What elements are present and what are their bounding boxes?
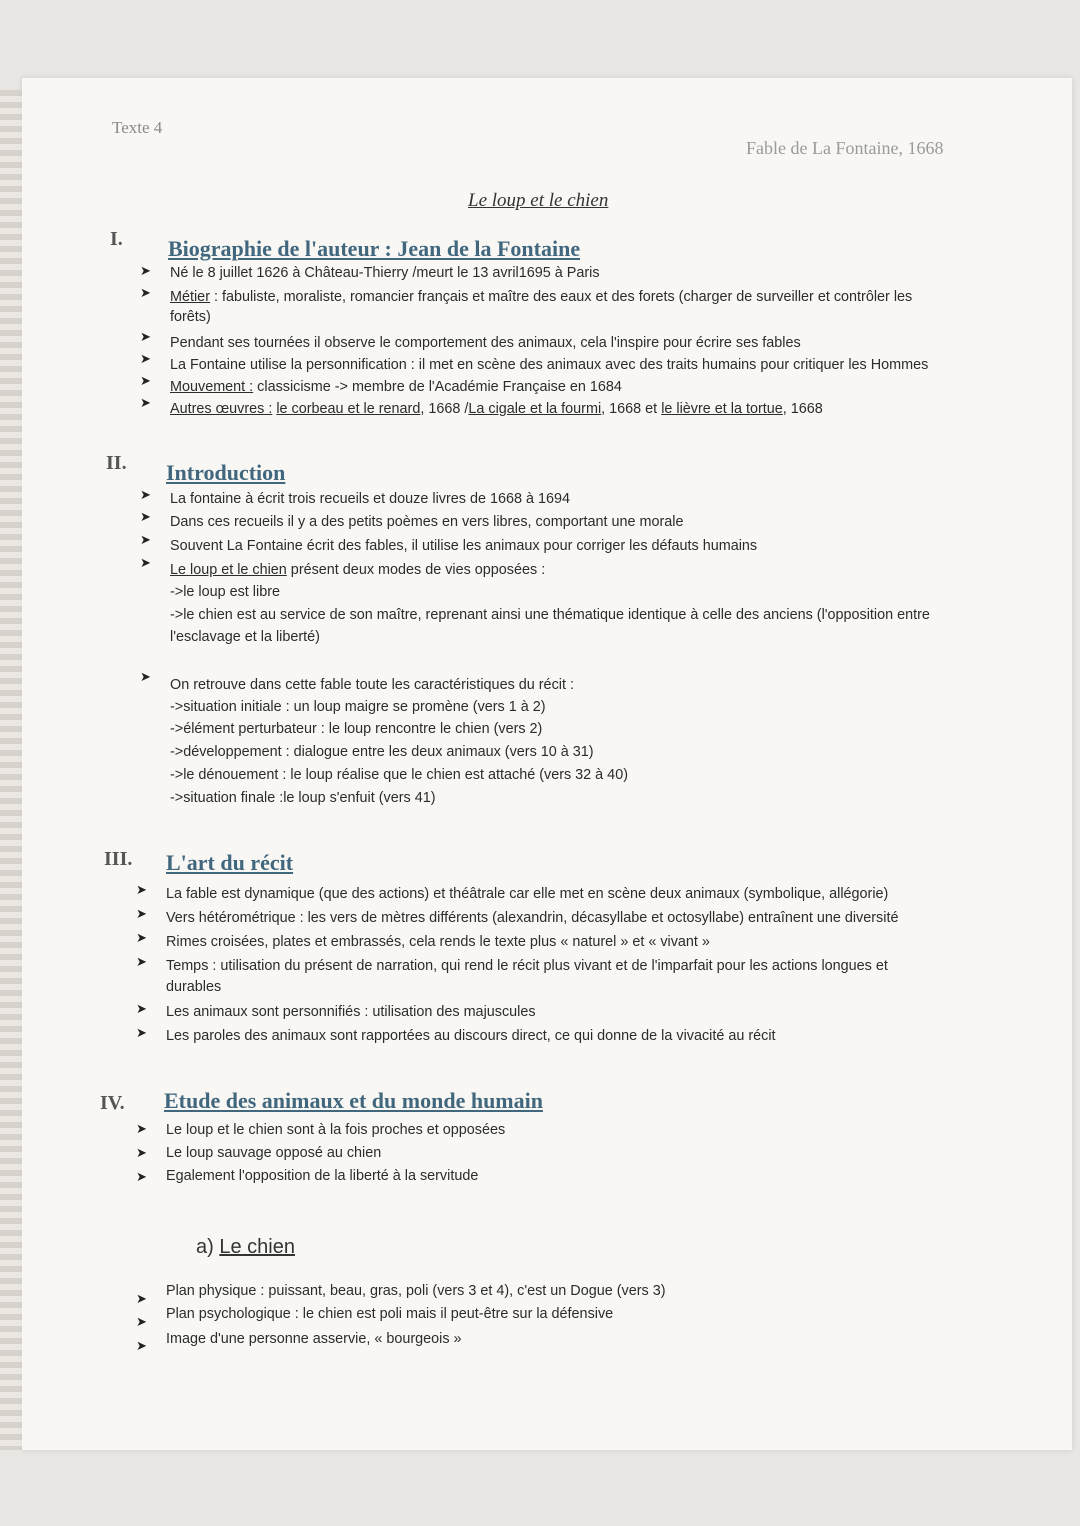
bullet-icon: ➤ <box>136 1291 147 1306</box>
page-title: Le loup et le chien <box>468 190 609 211</box>
list-item-continuation: forêts) <box>170 309 211 325</box>
section-title-art-du-recit: L'art du récit <box>166 850 294 875</box>
subsection-title <box>196 1236 295 1259</box>
list-item: Les animaux sont personnifiés : utilisation des majuscules <box>166 1004 536 1020</box>
sub-line: l'esclavage et la liberté) <box>170 629 320 645</box>
list-item: On retrouve dans cette fable toute les caractéristiques du récit : <box>170 677 574 693</box>
list-item-continuation: durables <box>166 979 222 995</box>
item-text: : fabuliste, moraliste, romancier français et maître des eaux et des forets (charger de surveiller et contrôler les <box>209 289 913 305</box>
work-title: La cigale et la fourmi <box>468 401 602 417</box>
bullet-icon: ➤ <box>136 906 147 921</box>
bullet-icon: ➤ <box>140 555 151 570</box>
list-item <box>170 561 545 579</box>
binding-edge <box>0 90 22 1450</box>
sub-line: ->développement : dialogue entre les deux animaux (vers 10 à 31) <box>170 744 594 760</box>
section-number: I. <box>110 228 123 250</box>
bullet-icon: ➤ <box>136 1169 147 1184</box>
section-number: II. <box>106 452 127 474</box>
item-text: , 1668 <box>782 401 823 417</box>
item-label: Métier <box>170 289 210 305</box>
list-item: Né le 8 juillet 1626 à Château-Thierry /meurt le 13 avril1695 à Paris <box>170 265 600 281</box>
list-item: Souvent La Fontaine écrit des fables, il utilise les animaux pour corriger les défauts humains <box>170 538 758 554</box>
sub-line: ->situation finale :le loup s'enfuit (vers 41) <box>170 790 436 806</box>
list-item: La fable est dynamique (que des actions) et théâtrale car elle met en scène deux animaux (symbolique, allégorie) <box>166 886 889 902</box>
list-item <box>170 378 622 396</box>
bullet-icon: ➤ <box>136 930 147 945</box>
bullet-icon: ➤ <box>136 1001 147 1016</box>
bullet-icon: ➤ <box>140 329 151 344</box>
paper-sheet <box>22 78 1072 1450</box>
bullet-icon: ➤ <box>136 1145 147 1160</box>
list-item: La Fontaine utilise la personnification : il met en scène des animaux avec des traits humains pour critiquer les Hommes <box>170 357 929 373</box>
bullet-icon: ➤ <box>140 285 151 300</box>
list-item: Le loup sauvage opposé au chien <box>166 1145 382 1161</box>
section-number: IV. <box>100 1092 125 1114</box>
bullet-icon: ➤ <box>140 373 151 388</box>
bullet-icon: ➤ <box>140 351 151 366</box>
list-item <box>170 400 823 418</box>
list-item <box>170 288 912 306</box>
list-item: Pendant ses tournées il observe le comportement des animaux, cela l'inspire pour écrire ses fables <box>170 335 801 351</box>
list-item: Egalement l'opposition de la liberté à la servitude <box>166 1168 479 1184</box>
sub-line: ->élément perturbateur : le loup rencontre le chien (vers 2) <box>170 721 543 737</box>
sub-line: ->le loup est libre <box>170 584 280 600</box>
section-title-etude: Etude des animaux et du monde humain <box>164 1088 543 1113</box>
text-number: Texte 4 <box>112 118 163 137</box>
bullet-icon: ➤ <box>140 487 151 502</box>
subsection-letter: a) <box>196 1236 214 1258</box>
subsection-name: Le chien <box>219 1236 295 1258</box>
item-text: présent deux modes de vies opposées : <box>286 562 546 578</box>
item-label: Mouvement : <box>170 379 254 395</box>
fable-source: Fable de La Fontaine, 1668 <box>746 138 944 158</box>
item-text: , 1668 / <box>420 401 469 417</box>
sub-line: ->le chien est au service de son maître, reprenant ainsi une thématique identique à celle des anciens (l'opposition entre <box>170 607 930 623</box>
bullet-icon: ➤ <box>136 954 147 969</box>
sub-line: ->situation initiale : un loup maigre se promène (vers 1 à 2) <box>170 699 546 715</box>
bullet-icon: ➤ <box>136 1314 147 1329</box>
list-item: Les paroles des animaux sont rapportées au discours direct, ce qui donne de la vivacité au récit <box>166 1028 776 1044</box>
bullet-icon: ➤ <box>136 1121 147 1136</box>
item-text: classicisme -> membre de l'Académie Française en 1684 <box>253 379 622 395</box>
list-item: Rimes croisées, plates et embrassés, cela rends le texte plus « naturel » et « vivant » <box>166 934 710 950</box>
section-title-biography: Biographie de l'auteur : Jean de la Fontaine <box>168 236 581 261</box>
list-item: La fontaine à écrit trois recueils et douze livres de 1668 à 1694 <box>170 491 570 507</box>
sub-line: ->le dénouement : le loup réalise que le chien est attaché (vers 32 à 40) <box>170 767 628 783</box>
list-item: Image d'une personne asservie, « bourgeois » <box>166 1331 462 1347</box>
list-item: Plan psychologique : le chien est poli mais il peut-être sur la défensive <box>166 1306 614 1322</box>
list-item: Temps : utilisation du présent de narration, qui rend le récit plus vivant et de l'imparfait pour les actions longues et <box>166 958 888 974</box>
bullet-icon: ➤ <box>140 509 151 524</box>
bullet-icon: ➤ <box>140 395 151 410</box>
item-label: Le loup et le chien <box>170 562 287 578</box>
item-text: , 1668 et <box>601 401 662 417</box>
bullet-icon: ➤ <box>136 1025 147 1040</box>
section-number: III. <box>104 848 133 870</box>
item-label: Autres œuvres : <box>170 401 273 417</box>
bullet-icon: ➤ <box>140 532 151 547</box>
list-item: Dans ces recueils il y a des petits poèmes en vers libres, comportant une morale <box>170 514 684 530</box>
work-title: le corbeau et le renard <box>276 401 421 417</box>
bullet-icon: ➤ <box>136 1338 147 1353</box>
section-title-introduction: Introduction <box>166 460 286 485</box>
bullet-icon: ➤ <box>140 263 151 278</box>
work-title: le lièvre et la tortue <box>661 401 783 417</box>
list-item: Le loup et le chien sont à la fois proches et opposées <box>166 1122 506 1138</box>
list-item: Vers hétérométrique : les vers de mètres différents (alexandrin, décasyllabe et octosyllabe) entraînent une diversité <box>166 910 899 926</box>
list-item: Plan physique : puissant, beau, gras, poli (vers 3 et 4), c'est un Dogue (vers 3) <box>166 1283 666 1299</box>
bullet-icon: ➤ <box>136 882 147 897</box>
bullet-icon: ➤ <box>140 669 151 684</box>
